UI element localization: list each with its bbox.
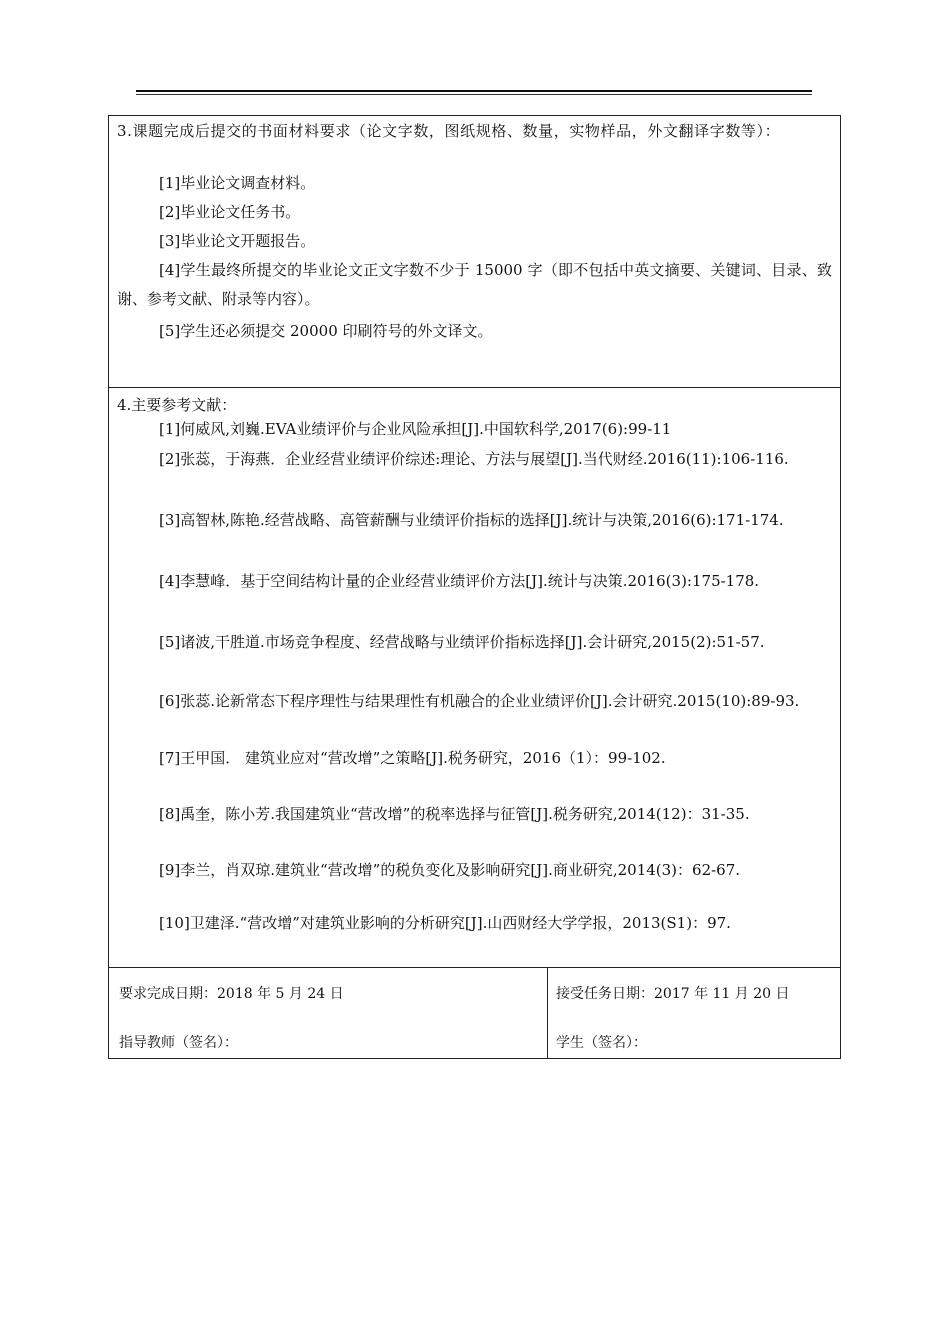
reference-item: [10]卫建泽.“营改增”对建筑业影响的分析研究[J].山西财经大学学报，2013(S1)：97. [159, 914, 731, 932]
requirement-item: [2]毕业论文任务书。 [159, 203, 301, 221]
requirement-item: [3]毕业论文开题报告。 [159, 232, 316, 250]
reference-item: [9]李兰，肖双琼.建筑业“营改增”的税负变化及影响研究[J].商业研究,2014(3)：62-67. [159, 861, 741, 879]
reference-item: [8]禹奎，陈小芳.我国建筑业“营改增”的税率选择与征管[J].税务研究,2014(12)：31-35. [159, 805, 750, 823]
section-4-heading: 4.主要参考文献： [117, 396, 237, 414]
reference-item: [2]张蕊，于海燕．企业经营业绩评价综述:理论、方法与展望[J].当代财经.2016(11):106-116. [159, 450, 789, 468]
advisor-signature-field: 指导教师（签名）： [119, 1035, 238, 1051]
requirement-item: [4]学生最终所提交的毕业论文正文字数不少于 15000 字（即不包括中英文摘要、关键词、目录、致谢、参考文献、附录等内容）。 [117, 261, 832, 308]
header-rule [136, 90, 812, 92]
required-completion-date: 要求完成日期：2018 年 5 月 24 日 [119, 986, 344, 1002]
signature-row [109, 968, 840, 1058]
requirement-item: [5]学生还必须提交 20000 印刷符号的外文译文。 [159, 322, 493, 340]
reference-item: [1]何威风,刘巍.EVA业绩评价与企业风险承担[J].中国软科学,2017(6):99-11 [159, 420, 672, 438]
section-3-heading: 3.课题完成后提交的书面材料要求（论文字数，图纸规格、数量，实物样品，外文翻译字数等）： [117, 122, 781, 140]
requirement-item: [1]毕业论文调查材料。 [159, 174, 316, 192]
section-submission-requirements [109, 116, 840, 388]
reference-item: [5]诸波,干胜道.市场竞争程度、经营战略与业绩评价指标选择[J].会计研究,2015(2):51-57. [159, 633, 765, 651]
reference-item: [3]高智林,陈艳.经营战略、高管薪酬与业绩评价指标的选择[J].统计与决策,2016(6):171-174. [159, 511, 784, 529]
student-signature-field: 学生（签名）： [556, 1035, 647, 1051]
section-references [109, 388, 840, 968]
task-table [108, 115, 841, 1059]
reference-item: [6]张蕊.论新常态下程序理性与结果理性有机融合的企业业绩评价[J].会计研究.2015(10):89-93. [159, 692, 800, 710]
reference-item: [7]王甲国． 建筑业应对“营改增”之策略[J].税务研究，2016（1）：99-102. [159, 749, 666, 767]
reference-item: [4]李慧峰．基于空间结构计量的企业经营业绩评价方法[J].统计与决策.2016(3):175-178. [159, 572, 760, 590]
task-accepted-date: 接受任务日期：2017 年 11 月 20 日 [556, 986, 790, 1002]
column-divider [547, 968, 548, 1058]
